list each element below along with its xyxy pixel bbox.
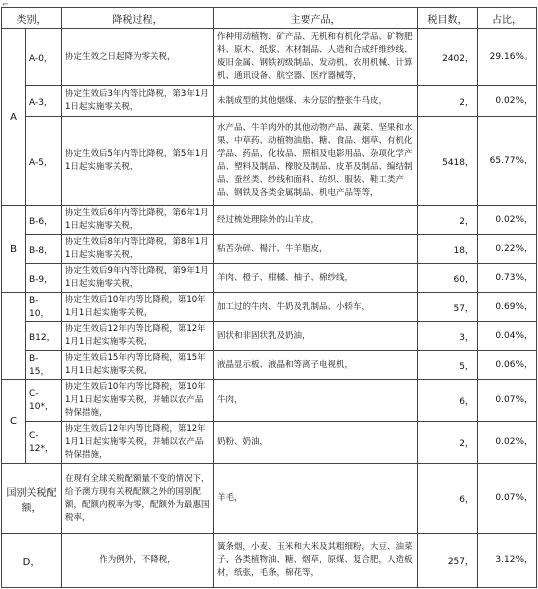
row-share: 0.69%，	[478, 293, 537, 322]
group-d-label: D，	[2, 534, 62, 588]
row-code: B-9，	[26, 264, 62, 293]
row-lines: 2402，	[418, 29, 478, 86]
row-lines: 6，	[418, 380, 478, 422]
row-share: 0.06%，	[478, 351, 537, 380]
row-process: 协定生效后9年内等比降税，第9年1月1日起实施零关税，	[62, 264, 214, 293]
row-lines: 257，	[418, 534, 478, 588]
row-code: B-6，	[26, 206, 62, 235]
header-category: 类别，	[2, 8, 62, 29]
row-products: 水产品、牛羊肉外的其他动物产品、蔬菜、坚果和水果、中草药、动植物油脂、糖、食品、烟草、有机化学品、药品、化妆品、照相及电影用品、杂项化学产品、塑料及制品、橡胶及制品、皮革及制品、编结制品、蚕丝类、纱线和面料、纺织、服装、鞋工类产品、钢铁及各类金属制品、机电产品等等，	[214, 117, 418, 206]
header-main-products: 主要产品，	[214, 8, 418, 29]
group-country-quota-label: 国别关税配额，	[2, 464, 62, 534]
row-products: 奶粉、奶油，	[214, 422, 418, 464]
row-process: 协定生效之日起降为零关税，	[62, 29, 214, 86]
row-process: 作为例外，不降税，	[62, 534, 214, 588]
row-share: 3.12%，	[478, 534, 537, 588]
row-share: 0.07%，	[478, 464, 537, 534]
row-process: 协定生效后15年内等比降税，第15年1月1日起实施零关税，	[62, 351, 214, 380]
row-process: 在现有全球关税配额量不变的情况下，给予澳方现有关税配额之外的国别配额，配额内税率为零，配额外为最惠国税率，	[62, 464, 214, 534]
row-code: B-8，	[26, 235, 62, 264]
row-lines: 6，	[418, 464, 478, 534]
table-row	[2, 293, 537, 322]
table-row	[2, 29, 537, 86]
row-products: 牛肉，	[214, 380, 418, 422]
row-code: A-3，	[26, 86, 62, 117]
group-a-label: A	[2, 29, 26, 206]
row-code: B12，	[26, 322, 62, 351]
row-lines: 2，	[418, 206, 478, 235]
row-code: A-0，	[26, 29, 62, 86]
row-products: 未制成型的其他烟煤、未分层的整张牛马皮，	[214, 86, 418, 117]
table-row	[2, 380, 537, 422]
row-process: 协定生效后10年内等比降税，第10年1月1日起实施零关税，	[62, 293, 214, 322]
row-share: 0.73%，	[478, 264, 537, 293]
row-products: 粘苦杂碎、楊汁、牛羊脂皮，	[214, 235, 418, 264]
row-process: 协定生效后12年内等比降税，第12年1月1日起实施零关税，	[62, 322, 214, 351]
table-row	[2, 235, 537, 264]
row-products: 作种用动植物、矿产品、无机和有机化学品、矿物肥料、原木、纸浆、木材制品、人造和合成纤维纱线、废旧金属、钢铁初级制品、发动机、农用机械、计算机、通讯设备、航空器、医疗器械等，	[214, 29, 418, 86]
header-row	[2, 8, 537, 29]
row-lines: 5，	[418, 351, 478, 380]
row-products: 加工过的牛肉、牛奶及乳制品、小轿车，	[214, 293, 418, 322]
row-share: 0.04%，	[478, 322, 537, 351]
row-share: 0.07%，	[478, 380, 537, 422]
row-share: 0.02%，	[478, 206, 537, 235]
header-reduction-process: 降税过程，	[62, 8, 214, 29]
row-process: 协定生效后10年内等比降税，第10年1月1日起实施零关税，并辅以农产品特保措施，	[62, 380, 214, 422]
table-row	[2, 86, 537, 117]
row-code: A-5，	[26, 117, 62, 206]
table-row	[2, 464, 537, 534]
row-products: 簧条烟，小麦、玉米和大米及其粗细粉，大豆、油菜子、各类植物油、糖、烟草，原煤、复合肥，人造板材，纸张，毛条，棉花等，	[214, 534, 418, 588]
table-row	[2, 206, 537, 235]
header-tariff-lines: 税目数，	[418, 8, 478, 29]
row-process: 协定生效后5年内等比降税，第5年1月1日起实施零关税，	[62, 117, 214, 206]
row-lines: 2，	[418, 422, 478, 464]
row-code: B-15，	[26, 351, 62, 380]
row-process: 协定生效后6年内等比降税，第6年1月1日起实施零关税，	[62, 206, 214, 235]
row-products: 经过梳处理除外的山羊皮，	[214, 206, 418, 235]
table-row	[2, 322, 537, 351]
table-row	[2, 264, 537, 293]
table-row	[2, 351, 537, 380]
row-share: 0.02%，	[478, 86, 537, 117]
group-b-continued	[2, 293, 26, 380]
row-products: 羊肉、橙子、柑橘、柚子、棉纱线，	[214, 264, 418, 293]
row-lines: 2，	[418, 86, 478, 117]
table-row	[2, 534, 537, 588]
row-code: C-12*，	[26, 422, 62, 464]
tariff-reduction-table	[1, 7, 537, 588]
table-row	[2, 422, 537, 464]
group-b-label: B	[2, 206, 26, 293]
row-lines: 57，	[418, 293, 478, 322]
row-lines: 5418，	[418, 117, 478, 206]
row-code: B-10，	[26, 293, 62, 322]
row-share: 0.02%，	[478, 422, 537, 464]
row-products: 羊毛，	[214, 464, 418, 534]
row-process: 协定生效后8年内等比降税，第8年1月1日起实施零关税，	[62, 235, 214, 264]
row-code: C-10*，	[26, 380, 62, 422]
group-c-label: C	[2, 380, 26, 464]
table-row	[2, 117, 537, 206]
row-share: 65.77%，	[478, 117, 537, 206]
row-lines: 18，	[418, 235, 478, 264]
row-products: 固状和非固状乳及奶油，	[214, 322, 418, 351]
row-lines: 3，	[418, 322, 478, 351]
row-process: 协定生效后3年内等比降税，第3年1月1日起实施零关税，	[62, 86, 214, 117]
row-lines: 60，	[418, 264, 478, 293]
header-share: 占比，	[478, 8, 537, 29]
row-share: 29.16%。	[478, 29, 537, 86]
corner-mark: ⌐	[2, 0, 9, 9]
row-process: 协定生效后12年内等比降税，第12年1月1日起实施零关税，并辅以农产品特保措施，	[62, 422, 214, 464]
row-products: 液晶显示板、液晶和等离子电视机，	[214, 351, 418, 380]
row-share: 0.22%，	[478, 235, 537, 264]
